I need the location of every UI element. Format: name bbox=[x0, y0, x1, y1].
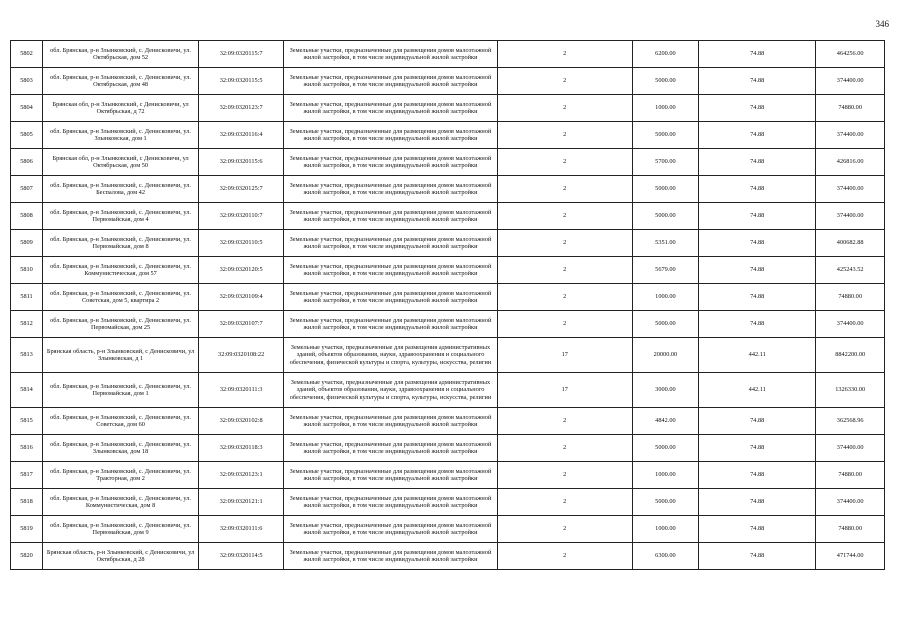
land-use-cell: Земельные участки, предназначенные для размещения домов малоэтажной жилой застройки, в том числе индивидуальной жилой застройки bbox=[284, 462, 498, 489]
row-number-cell: 5813 bbox=[11, 338, 43, 373]
table-row bbox=[11, 543, 885, 570]
address-cell: обл. Брянская, р-н Злынковский, с. Денисковичи, ул. Злынковская, дом 1 bbox=[43, 122, 199, 149]
area-cell: 20000.00 bbox=[632, 338, 698, 373]
cadastral-value-cell: 374400.00 bbox=[816, 122, 885, 149]
area-cell: 5000.00 bbox=[632, 176, 698, 203]
land-use-cell: Земельные участки, предназначенные для размещения домов малоэтажной жилой застройки, в том числе индивидуальной жилой застройки bbox=[284, 489, 498, 516]
land-use-cell: Земельные участки, предназначенные для размещения домов малоэтажной жилой застройки, в том числе индивидуальной жилой застройки bbox=[284, 311, 498, 338]
address-cell: Брянская обл, р-н Злынковский, с Денисковичи, ул Октябрьская, д 72 bbox=[43, 95, 199, 122]
row-number-cell: 5811 bbox=[11, 284, 43, 311]
specific-value-cell: 74.88 bbox=[699, 543, 816, 570]
cadastral-number-cell: 32:09:0320110:7 bbox=[199, 203, 284, 230]
group-code-cell: 2 bbox=[497, 462, 632, 489]
cadastral-number-cell: 32:09:0320109:4 bbox=[199, 284, 284, 311]
cadastral-number-cell: 32:09:0320102:8 bbox=[199, 408, 284, 435]
cadastral-number-cell: 32:09:0320123:7 bbox=[199, 95, 284, 122]
area-cell: 5000.00 bbox=[632, 435, 698, 462]
row-number-cell: 5814 bbox=[11, 373, 43, 408]
land-use-cell: Земельные участки, предназначенные для размещения домов малоэтажной жилой застройки, в том числе индивидуальной жилой застройки bbox=[284, 149, 498, 176]
address-cell: обл. Брянская, р-н Злынковский, с. Денисковичи, ул. Беспалова, дом 42 bbox=[43, 176, 199, 203]
cadastral-number-cell: 32:09:0320115:5 bbox=[199, 68, 284, 95]
group-code-cell: 2 bbox=[497, 122, 632, 149]
cadastral-number-cell: 32:09:0320121:1 bbox=[199, 489, 284, 516]
land-use-cell: Земельные участки, предназначенные для размещения домов малоэтажной жилой застройки, в том числе индивидуальной жилой застройки bbox=[284, 95, 498, 122]
address-cell: обл. Брянская, р-н Злынковский, с. Денисковичи, ул. Коммунистическая, дом 57 bbox=[43, 257, 199, 284]
specific-value-cell: 74.88 bbox=[699, 95, 816, 122]
specific-value-cell: 74.88 bbox=[699, 516, 816, 543]
specific-value-cell: 442.11 bbox=[699, 373, 816, 408]
table-row bbox=[11, 41, 885, 68]
cadastral-number-cell: 32:09:0320123:1 bbox=[199, 462, 284, 489]
table-row bbox=[11, 68, 885, 95]
group-code-cell: 2 bbox=[497, 68, 632, 95]
land-use-cell: Земельные участки, предназначенные для размещения административных зданий, объектов образования, науки, здравоохранения и социального обеспечения, физической культуры и спорта, культуры, искусства, религии bbox=[284, 338, 498, 373]
cadastral-value-cell: 74880.00 bbox=[816, 284, 885, 311]
cadastral-value-cell: 374400.00 bbox=[816, 203, 885, 230]
specific-value-cell: 74.88 bbox=[699, 230, 816, 257]
table-row bbox=[11, 373, 885, 408]
cadastral-number-cell: 32:09:0320108:22 bbox=[199, 338, 284, 373]
cadastral-value-table bbox=[10, 40, 885, 570]
specific-value-cell: 74.88 bbox=[699, 435, 816, 462]
specific-value-cell: 74.88 bbox=[699, 311, 816, 338]
land-use-cell: Земельные участки, предназначенные для размещения домов малоэтажной жилой застройки, в том числе индивидуальной жилой застройки bbox=[284, 230, 498, 257]
row-number-cell: 5816 bbox=[11, 435, 43, 462]
area-cell: 5000.00 bbox=[632, 203, 698, 230]
area-cell: 5000.00 bbox=[632, 68, 698, 95]
row-number-cell: 5808 bbox=[11, 203, 43, 230]
area-cell: 5679.00 bbox=[632, 257, 698, 284]
cadastral-value-cell: 400682.88 bbox=[816, 230, 885, 257]
specific-value-cell: 74.88 bbox=[699, 489, 816, 516]
land-use-cell: Земельные участки, предназначенные для размещения домов малоэтажной жилой застройки, в том числе индивидуальной жилой застройки bbox=[284, 257, 498, 284]
specific-value-cell: 74.88 bbox=[699, 68, 816, 95]
table-row bbox=[11, 408, 885, 435]
row-number-cell: 5803 bbox=[11, 68, 43, 95]
cadastral-value-cell: 362568.96 bbox=[816, 408, 885, 435]
table-row bbox=[11, 311, 885, 338]
area-cell: 5351.00 bbox=[632, 230, 698, 257]
group-code-cell: 2 bbox=[497, 408, 632, 435]
address-cell: обл. Брянская, р-н Злынковский, с. Денисковичи, ул. Тракторная, дом 2 bbox=[43, 462, 199, 489]
cadastral-value-cell: 8842200.00 bbox=[816, 338, 885, 373]
cadastral-number-cell: 32:09:0320115:6 bbox=[199, 149, 284, 176]
cadastral-number-cell: 32:09:0320118:3 bbox=[199, 435, 284, 462]
specific-value-cell: 442.11 bbox=[699, 338, 816, 373]
address-cell: обл. Брянская, р-н Злынковский, с. Денисковичи, ул. Первомайская, дом 4 bbox=[43, 203, 199, 230]
table-row bbox=[11, 516, 885, 543]
group-code-cell: 2 bbox=[497, 516, 632, 543]
cadastral-value-cell: 464256.00 bbox=[816, 41, 885, 68]
cadastral-value-cell: 471744.00 bbox=[816, 543, 885, 570]
row-number-cell: 5812 bbox=[11, 311, 43, 338]
table-row bbox=[11, 284, 885, 311]
cadastral-number-cell: 32:09:0320111:6 bbox=[199, 516, 284, 543]
land-use-cell: Земельные участки, предназначенные для размещения домов малоэтажной жилой застройки, в том числе индивидуальной жилой застройки bbox=[284, 68, 498, 95]
table-body bbox=[11, 41, 885, 570]
row-number-cell: 5819 bbox=[11, 516, 43, 543]
row-number-cell: 5820 bbox=[11, 543, 43, 570]
address-cell: обл. Брянская, р-н Злынковский, с. Денисковичи, ул. Первомайская, дом 9 bbox=[43, 516, 199, 543]
group-code-cell: 17 bbox=[497, 338, 632, 373]
cadastral-number-cell: 32:09:0320125:7 bbox=[199, 176, 284, 203]
row-number-cell: 5804 bbox=[11, 95, 43, 122]
cadastral-value-cell: 374400.00 bbox=[816, 68, 885, 95]
area-cell: 3000.00 bbox=[632, 373, 698, 408]
area-cell: 4842.00 bbox=[632, 408, 698, 435]
table-row bbox=[11, 435, 885, 462]
cadastral-value-cell: 374400.00 bbox=[816, 176, 885, 203]
cadastral-number-cell: 32:09:0320120:5 bbox=[199, 257, 284, 284]
area-cell: 1000.00 bbox=[632, 95, 698, 122]
group-code-cell: 2 bbox=[497, 95, 632, 122]
cadastral-number-cell: 32:09:0320111:3 bbox=[199, 373, 284, 408]
cadastral-value-cell: 374400.00 bbox=[816, 311, 885, 338]
table-row bbox=[11, 338, 885, 373]
group-code-cell: 2 bbox=[497, 543, 632, 570]
table-row bbox=[11, 462, 885, 489]
address-cell: Брянская область, р-н Злынковский, с Денисковичи, ул Злынковская, д 1 bbox=[43, 338, 199, 373]
cadastral-value-cell: 1326330.00 bbox=[816, 373, 885, 408]
row-number-cell: 5809 bbox=[11, 230, 43, 257]
cadastral-number-cell: 32:09:0320116:4 bbox=[199, 122, 284, 149]
land-use-cell: Земельные участки, предназначенные для размещения домов малоэтажной жилой застройки, в том числе индивидуальной жилой застройки bbox=[284, 41, 498, 68]
cadastral-value-cell: 426816.00 bbox=[816, 149, 885, 176]
land-use-cell: Земельные участки, предназначенные для размещения домов малоэтажной жилой застройки, в том числе индивидуальной жилой застройки bbox=[284, 516, 498, 543]
specific-value-cell: 74.88 bbox=[699, 284, 816, 311]
row-number-cell: 5806 bbox=[11, 149, 43, 176]
specific-value-cell: 74.88 bbox=[699, 122, 816, 149]
area-cell: 5000.00 bbox=[632, 489, 698, 516]
specific-value-cell: 74.88 bbox=[699, 149, 816, 176]
address-cell: обл. Брянская, р-н Злынковский, с. Денисковичи, ул. Октябрьская, дом 48 bbox=[43, 68, 199, 95]
specific-value-cell: 74.88 bbox=[699, 203, 816, 230]
group-code-cell: 2 bbox=[497, 284, 632, 311]
land-use-cell: Земельные участки, предназначенные для размещения домов малоэтажной жилой застройки, в том числе индивидуальной жилой застройки bbox=[284, 122, 498, 149]
row-number-cell: 5818 bbox=[11, 489, 43, 516]
cadastral-value-cell: 374400.00 bbox=[816, 489, 885, 516]
group-code-cell: 2 bbox=[497, 203, 632, 230]
cadastral-value-cell: 74880.00 bbox=[816, 516, 885, 543]
cadastral-value-cell: 74880.00 bbox=[816, 95, 885, 122]
land-use-cell: Земельные участки, предназначенные для размещения домов малоэтажной жилой застройки, в том числе индивидуальной жилой застройки bbox=[284, 203, 498, 230]
address-cell: обл. Брянская, р-н Злынковский, с. Денисковичи, ул. Первомайская, дом 25 bbox=[43, 311, 199, 338]
page-number: 346 bbox=[875, 19, 889, 29]
land-use-cell: Земельные участки, предназначенные для размещения домов малоэтажной жилой застройки, в том числе индивидуальной жилой застройки bbox=[284, 435, 498, 462]
group-code-cell: 2 bbox=[497, 257, 632, 284]
area-cell: 5000.00 bbox=[632, 122, 698, 149]
group-code-cell: 17 bbox=[497, 373, 632, 408]
specific-value-cell: 74.88 bbox=[699, 41, 816, 68]
address-cell: обл. Брянская, р-н Злынковский, с. Денисковичи, ул. Советская, дом 60 bbox=[43, 408, 199, 435]
specific-value-cell: 74.88 bbox=[699, 257, 816, 284]
address-cell: обл. Брянская, р-н Злынковский, с. Денисковичи, ул. Злынковская, дом 18 bbox=[43, 435, 199, 462]
cadastral-number-cell: 32:09:0320107:7 bbox=[199, 311, 284, 338]
group-code-cell: 2 bbox=[497, 489, 632, 516]
table-row bbox=[11, 95, 885, 122]
area-cell: 5000.00 bbox=[632, 311, 698, 338]
cadastral-value-cell: 374400.00 bbox=[816, 435, 885, 462]
group-code-cell: 2 bbox=[497, 149, 632, 176]
table-row bbox=[11, 122, 885, 149]
cadastral-number-cell: 32:09:0320114:5 bbox=[199, 543, 284, 570]
cadastral-value-cell: 425243.52 bbox=[816, 257, 885, 284]
row-number-cell: 5815 bbox=[11, 408, 43, 435]
group-code-cell: 2 bbox=[497, 311, 632, 338]
row-number-cell: 5817 bbox=[11, 462, 43, 489]
area-cell: 5700.00 bbox=[632, 149, 698, 176]
address-cell: обл. Брянская, р-н Злынковский, с. Денисковичи, ул. Первомайская, дом 1 bbox=[43, 373, 199, 408]
table-row bbox=[11, 257, 885, 284]
row-number-cell: 5802 bbox=[11, 41, 43, 68]
area-cell: 6300.00 bbox=[632, 543, 698, 570]
land-use-cell: Земельные участки, предназначенные для размещения домов малоэтажной жилой застройки, в том числе индивидуальной жилой застройки bbox=[284, 408, 498, 435]
table-row bbox=[11, 230, 885, 257]
address-cell: обл. Брянская, р-н Злынковский, с. Денисковичи, ул. Советская, дом 5, квартира 2 bbox=[43, 284, 199, 311]
cadastral-number-cell: 32:09:0320110:5 bbox=[199, 230, 284, 257]
area-cell: 1000.00 bbox=[632, 516, 698, 543]
cadastral-number-cell: 32:09:0320115:7 bbox=[199, 41, 284, 68]
land-use-cell: Земельные участки, предназначенные для размещения административных зданий, объектов образования, науки, здравоохранения и социального обеспечения, физической культуры и спорта, культуры, искусства, религии bbox=[284, 373, 498, 408]
area-cell: 6200.00 bbox=[632, 41, 698, 68]
table-row bbox=[11, 149, 885, 176]
group-code-cell: 2 bbox=[497, 435, 632, 462]
land-use-cell: Земельные участки, предназначенные для размещения домов малоэтажной жилой застройки, в том числе индивидуальной жилой застройки bbox=[284, 176, 498, 203]
land-use-cell: Земельные участки, предназначенные для размещения домов малоэтажной жилой застройки, в том числе индивидуальной жилой застройки bbox=[284, 284, 498, 311]
area-cell: 1000.00 bbox=[632, 462, 698, 489]
row-number-cell: 5810 bbox=[11, 257, 43, 284]
row-number-cell: 5805 bbox=[11, 122, 43, 149]
address-cell: обл. Брянская, р-н Злынковский, с. Денисковичи, ул. Октябрьская, дом 52 bbox=[43, 41, 199, 68]
group-code-cell: 2 bbox=[497, 176, 632, 203]
table-row bbox=[11, 489, 885, 516]
address-cell: Брянская обл, р-н Злынковский, с Денисковичи, ул Октябрьская, дом 50 bbox=[43, 149, 199, 176]
group-code-cell: 2 bbox=[497, 230, 632, 257]
table-row bbox=[11, 176, 885, 203]
cadastral-value-cell: 74880.00 bbox=[816, 462, 885, 489]
address-cell: обл. Брянская, р-н Злынковский, с. Денисковичи, ул. Коммунистическая, дом 8 bbox=[43, 489, 199, 516]
group-code-cell: 2 bbox=[497, 41, 632, 68]
land-use-cell: Земельные участки, предназначенные для размещения домов малоэтажной жилой застройки, в том числе индивидуальной жилой застройки bbox=[284, 543, 498, 570]
row-number-cell: 5807 bbox=[11, 176, 43, 203]
address-cell: обл. Брянская, р-н Злынковский, с. Денисковичи, ул. Первомайская, дом 8 bbox=[43, 230, 199, 257]
specific-value-cell: 74.88 bbox=[699, 176, 816, 203]
area-cell: 1000.00 bbox=[632, 284, 698, 311]
specific-value-cell: 74.88 bbox=[699, 408, 816, 435]
specific-value-cell: 74.88 bbox=[699, 462, 816, 489]
table-row bbox=[11, 203, 885, 230]
address-cell: Брянская область, р-н Злынковский, с Денисковичи, ул Октябрьская, д 28 bbox=[43, 543, 199, 570]
